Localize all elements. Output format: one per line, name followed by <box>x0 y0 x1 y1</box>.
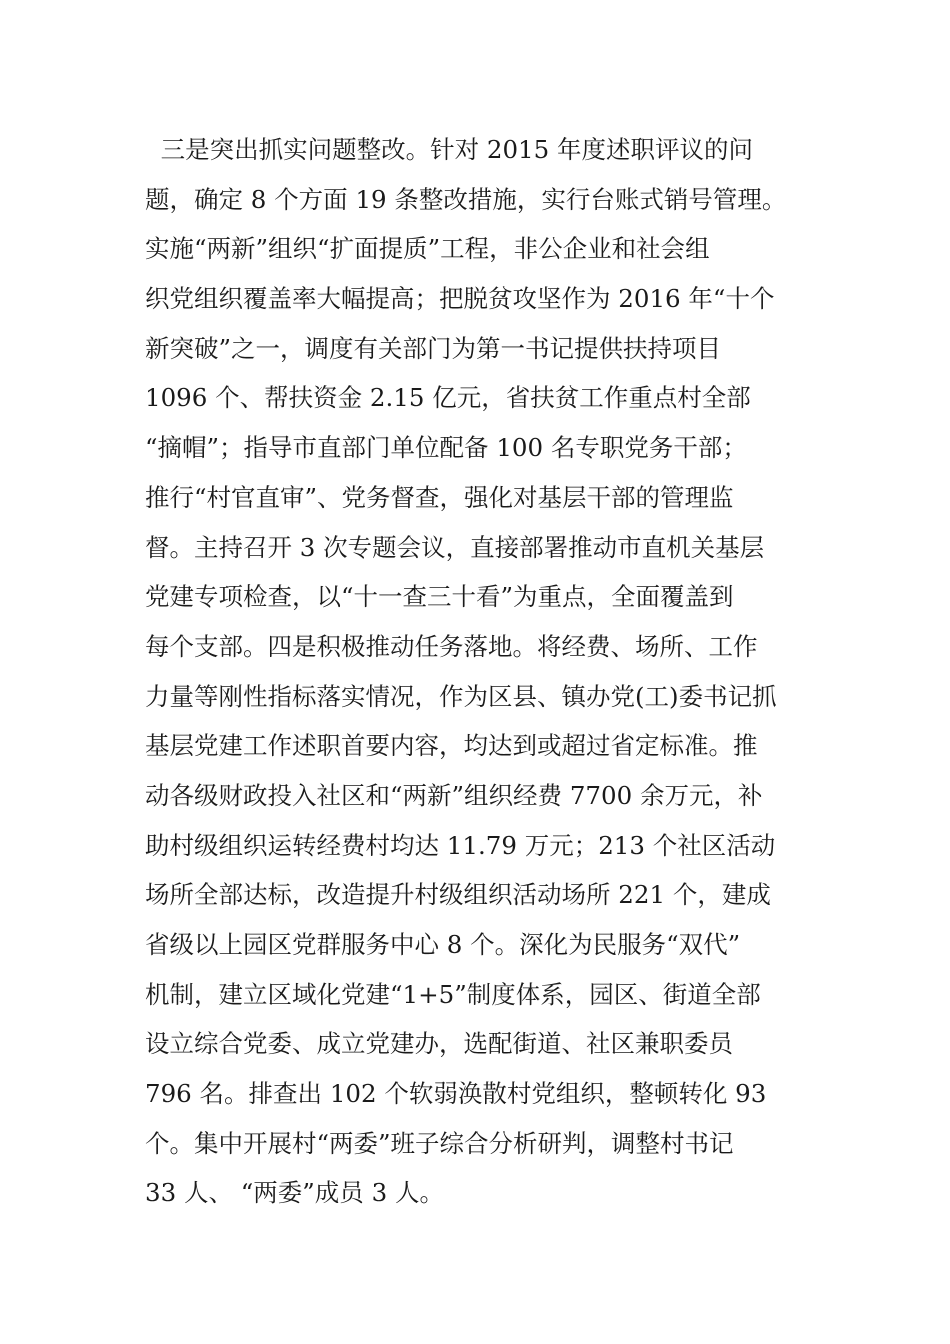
paragraph-line: 督。主持召开 3 次专题会议，直接部署推动市直机关基层 <box>145 532 765 562</box>
paragraph-line: 三是突出抓实问题整改。针对 2015 年度述职评议的问 <box>145 135 753 164</box>
paragraph-line: 助村级组织运转经费村均达 11.79 万元；213 个社区活动 <box>145 830 776 860</box>
body-paragraph <box>145 125 786 1218</box>
paragraph-line: 力量等刚性指标落实情况，作为区县、镇办党(工)委书记抓 <box>145 681 777 711</box>
paragraph-line: 1096 个、帮扶资金 2.15 亿元，省扶贫工作重点村全部 <box>145 383 751 413</box>
paragraph-line: 推行“村官直审”、党务督查，强化对基层干部的管理监 <box>145 482 734 512</box>
paragraph-line: 省级以上园区党群服务中心 8 个。深化为民服务“双代” <box>145 930 741 959</box>
paragraph-line: 织党组织覆盖率大幅提高；把脱贫攻坚作为 2016 年“十个 <box>145 284 775 314</box>
paragraph-line: 党建专项检查，以“十一查三十看”为重点，全面覆盖到 <box>145 582 734 612</box>
paragraph-line: “摘帽”；指导市直部门单位配备 100 名专职党务干部； <box>145 433 747 463</box>
paragraph-line: 796 名。排查出 102 个软弱涣散村党组织，整顿转化 93 <box>145 1079 767 1109</box>
paragraph-line: 33 人、 “两委”成员 3 人。 <box>145 1178 444 1208</box>
paragraph-line: 每个支部。四是积极推动任务落地。将经费、场所、工作 <box>145 631 758 661</box>
paragraph-line: 个。集中开展村“两委”班子综合分析研判，调整村书记 <box>145 1128 734 1158</box>
paragraph-line: 设立综合党委、成立党建办，选配街道、社区兼职委员 <box>145 1029 733 1059</box>
paragraph-line: 新突破”之一，调度有关部门为第一书记提供扶持项目 <box>145 333 722 363</box>
paragraph-line: 动各级财政投入社区和“两新”组织经费 7700 余万元，补 <box>145 780 763 810</box>
paragraph-line: 基层党建工作述职首要内容，均达到或超过省定标准。推 <box>145 731 758 761</box>
paragraph-line: 机制，建立区域化党建“1+5”制度体系，园区、街道全部 <box>145 979 761 1009</box>
paragraph-line: 题，确定 8 个方面 19 条整改措施，实行台账式销号管理。 <box>145 184 787 214</box>
paragraph-line: 场所全部达标，改造提升村级组织活动场所 221 个，建成 <box>145 880 771 910</box>
paragraph-line: 实施“两新”组织“扩面提质”工程，非公企业和社会组 <box>145 234 710 264</box>
